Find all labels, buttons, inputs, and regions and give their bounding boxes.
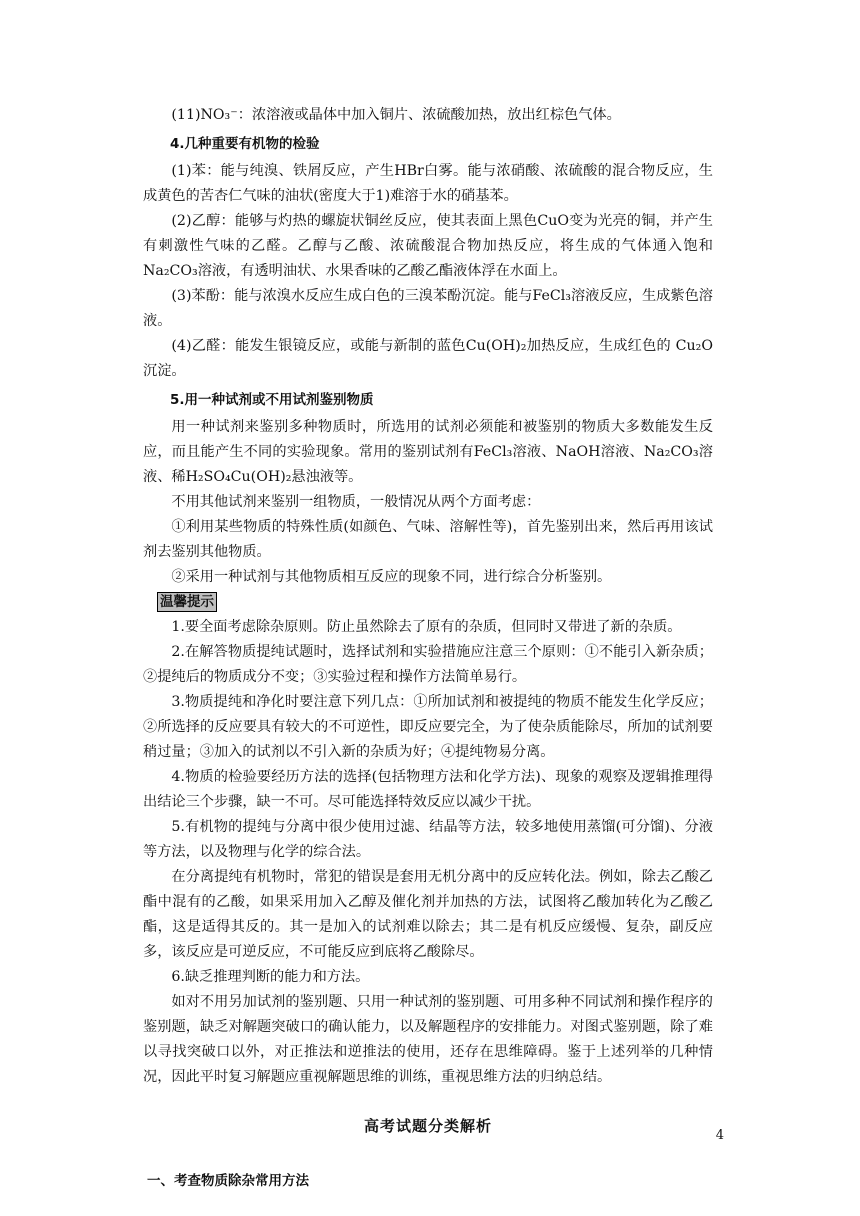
tip-item: 4.物质的检验要经历方法的选择(包括物理方法和化学方法)、现象的观察及逻辑推理得出结论三个步骤，缺一不可。尽可能选择特效反应以减少干扰。 (143, 769, 713, 810)
tip-item: 在分离提纯有机物时，常犯的错误是套用无机分离中的反应转化法。例如，除去乙酸乙酯中混有的乙酸，如果采用加入乙醇及催化剂并加热的方法，试图将乙酸加转化为乙酸乙酯，这是适得其反的。其一是加入的试剂难以除去；其二是有机反应缓慢、复杂，副反应多，该反应是可逆反应，不可能反应到底将乙酸除尽。 (143, 869, 713, 960)
tip-item: 6.缺乏推理判断的能力和方法。 (171, 969, 370, 985)
paragraph-benzene: (1)苯：能与纯溴、铁屑反应，产生HBr白雾。能与浓硝酸、浓硫酸的混合物反应，生成黄色的苦杏仁气味的油状(密度大于1)难溶于水的硝基苯。 (143, 163, 713, 204)
paragraph-method-1: ①利用某些物质的特殊性质(如颜色、气味、溶解性等)，首先鉴别出来，然后再用该试剂去鉴别其他物质。 (143, 519, 713, 560)
heading-identification: 5.用一种试剂或不用试剂鉴别物质 (170, 392, 374, 408)
paragraph-method-2: ②采用一种试剂与其他物质相互反应的现象不同，进行综合分析鉴别。 (171, 569, 612, 585)
paragraph-ethanol: (2)乙醇：能够与灼热的螺旋状铜丝反应，使其表面上黑色CuO变为光亮的铜，并产生有刺激性气味的乙醛。乙醇与乙酸、浓硫酸混合物加热反应，将生成的气体通入饱和Na₂CO₃溶液，有透明油状、水果香味的乙酸乙酯液体浮在水面上。 (143, 213, 713, 279)
paragraph-nitrate-test: (11)NO₃⁻：浓溶液或晶体中加入铜片、浓硫酸加热，放出红棕色气体。 (171, 107, 621, 123)
tip-item: 5.有机物的提纯与分离中很少使用过滤、结晶等方法，较多地使用蒸馏(可分馏)、分液等方法，以及物理与化学的综合法。 (143, 819, 713, 860)
tip-item: 1.要全面考虑除杂原则。防止虽然除去了原有的杂质，但同时又带进了新的杂质。 (171, 619, 682, 635)
paragraph-phenol: (3)苯酚：能与浓溴水反应生成白色的三溴苯酚沉淀。能与FeCl₃溶液反应，生成紫色溶液。 (143, 288, 713, 329)
paragraph-no-reagent: 不用其他试剂来鉴别一组物质，一般情况从两个方面考虑： (171, 494, 541, 510)
section-heading-1: 一、考查物质除杂常用方法 (147, 1173, 309, 1189)
page-body (143, 103, 713, 1194)
paragraph-one-reagent: 用一种试剂来鉴别多种物质时，所选用的试剂必须能和被鉴别的物质大多数能发生反应，而且能产生不同的实验现象。常用的鉴别试剂有FeCl₃溶液、NaOH溶液、Na₂CO₃溶液、稀H₂SO₄Cu(OH)₂悬浊液等。 (143, 419, 713, 485)
page-number: 4 (715, 1128, 724, 1143)
section-title: 高考试题分类解析 (363, 1117, 492, 1135)
tip-item: 2.在解答物质提纯试题时，选择试剂和实验措施应注意三个原则：①不能引入新杂质；②提纯后的物质成分不变；③实验过程和操作方法简单易行。 (143, 644, 713, 685)
heading-organic-tests: 4.几种重要有机物的检验 (170, 136, 320, 152)
paragraph-acetaldehyde: (4)乙醛：能发生银镜反应，或能与新制的蓝色Cu(OH)₂加热反应，生成红色的 Cu₂O沉淀。 (143, 338, 713, 379)
tip-label-box: 温馨提示 (157, 592, 217, 612)
tip-item: 如对不用另加试剂的鉴别题、只用一种试剂的鉴别题、可用多种不同试剂和操作程序的鉴别题，缺乏对解题突破口的确认能力，以及解题程序的安排能力。对图式鉴别题，除了难以寻找突破口以外，对正推法和逆推法的使用，还存在思维障碍。鉴于上述列举的几种情况，因此平时复习解题应重视解题思维的训练，重视思维方法的归纳总结。 (143, 994, 713, 1085)
tip-item: 3.物质提纯和净化时要注意下列几点：①所加试剂和被提纯的物质不能发生化学反应；②所选择的反应要具有较大的不可逆性，即反应要完全，为了使杂质能除尽，所加的试剂要稍过量；③加入的试剂以不引入新的杂质为好；④提纯物易分离。 (143, 694, 713, 760)
